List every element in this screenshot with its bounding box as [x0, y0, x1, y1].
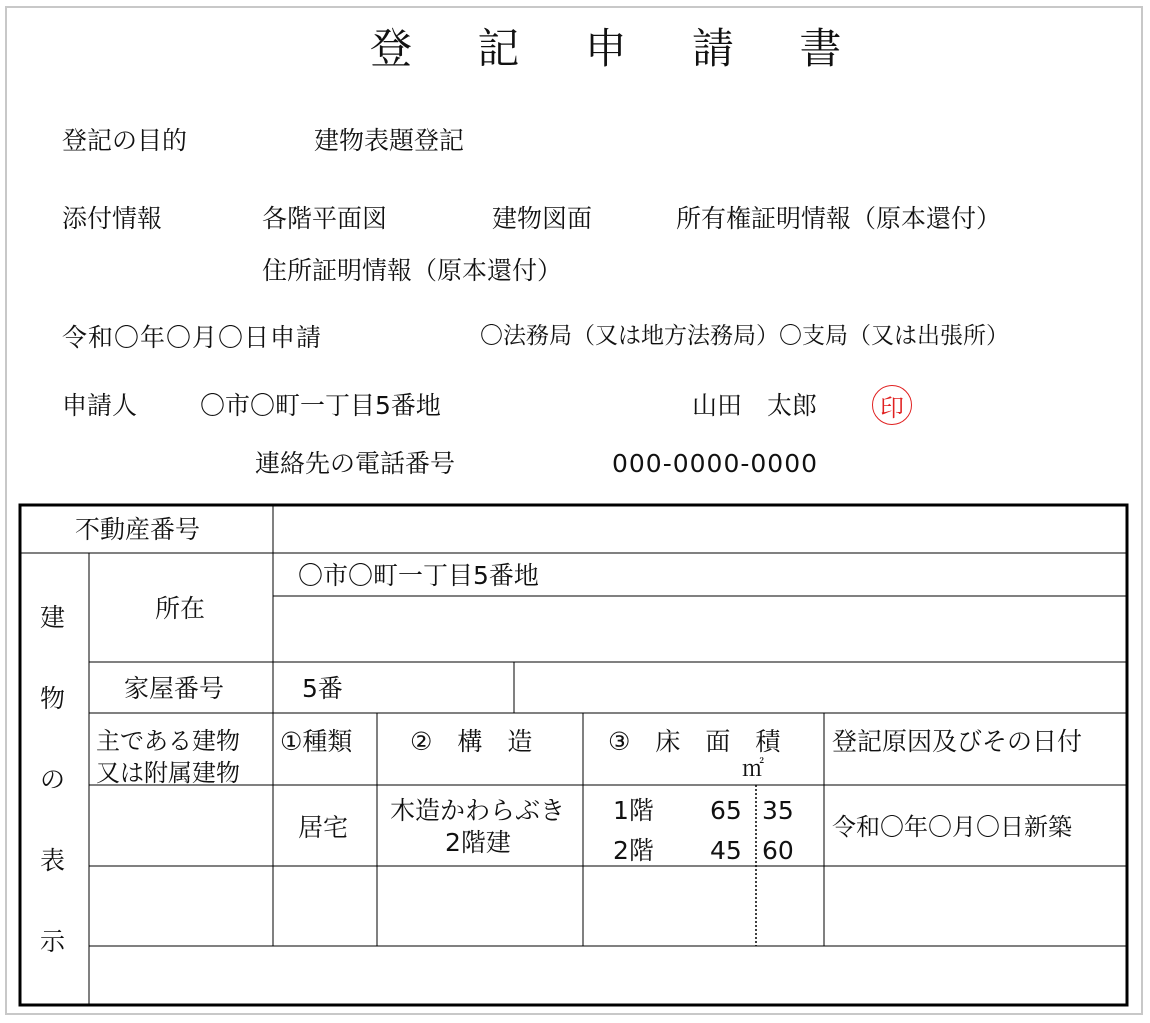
floor-area-integer: 45	[710, 836, 742, 865]
building-display-char: 物	[40, 684, 66, 713]
contact-phone: 000-0000-0000	[612, 449, 819, 478]
purpose-value: 建物表題登記	[314, 126, 465, 155]
floor-area-integer: 65	[710, 796, 742, 825]
contact-label: 連絡先の電話番号	[255, 449, 456, 478]
attachment-item: 所有権証明情報（原本還付）	[676, 204, 1002, 233]
floor-label: 1階	[613, 796, 654, 825]
location-label: 所在	[155, 594, 206, 623]
house-number-value: 5番	[302, 674, 343, 703]
real-estate-number-label: 不動産番号	[75, 515, 201, 544]
col-main-building-line2: 又は附属建物	[96, 759, 240, 787]
building-display-char: の	[40, 765, 66, 794]
seal-stamp: 印	[872, 385, 912, 425]
attachments-label: 添付情報	[62, 204, 163, 233]
attachment-item: 各階平面図	[262, 204, 388, 233]
location-value: 〇市〇町一丁目5番地	[298, 561, 539, 590]
applicant-label: 申請人	[62, 391, 138, 420]
floor-area-decimal: 60	[762, 836, 794, 865]
filing-date: 令和〇年〇月〇日申請	[62, 323, 323, 352]
building-display-char: 示	[40, 927, 66, 956]
filing-office: 〇法務局（又は地方法務局）〇支局（又は出張所）	[480, 323, 1009, 349]
building-type-value: 居宅	[298, 813, 349, 842]
col-type: ①種類	[280, 727, 353, 756]
col-main-building-line1: 主である建物	[96, 727, 240, 755]
attachment-item: 住所証明情報（原本還付）	[262, 256, 563, 285]
col-structure: ② 構 造	[410, 727, 533, 756]
col-area-unit: ㎡	[742, 757, 765, 782]
attachment-item: 建物図面	[492, 204, 593, 233]
applicant-address: 〇市〇町一丁目5番地	[200, 391, 441, 420]
purpose-label: 登記の目的	[62, 126, 188, 155]
registration-cause-value: 令和〇年〇月〇日新築	[832, 813, 1072, 841]
document-title: 登 記 申 請 書	[370, 24, 868, 73]
floor-area-decimal: 35	[762, 796, 794, 825]
structure-line1: 木造かわらぶき	[390, 796, 566, 825]
structure-line2: 2階建	[445, 828, 511, 857]
col-floor-area: ③ 床 面 積	[608, 727, 781, 756]
applicant-name: 山田 太郎	[692, 391, 818, 420]
floor-label: 2階	[613, 836, 654, 865]
building-display-char: 表	[40, 846, 66, 875]
col-registration-cause: 登記原因及びその日付	[832, 727, 1083, 756]
building-display-char: 建	[40, 603, 66, 632]
house-number-label: 家屋番号	[124, 674, 225, 703]
